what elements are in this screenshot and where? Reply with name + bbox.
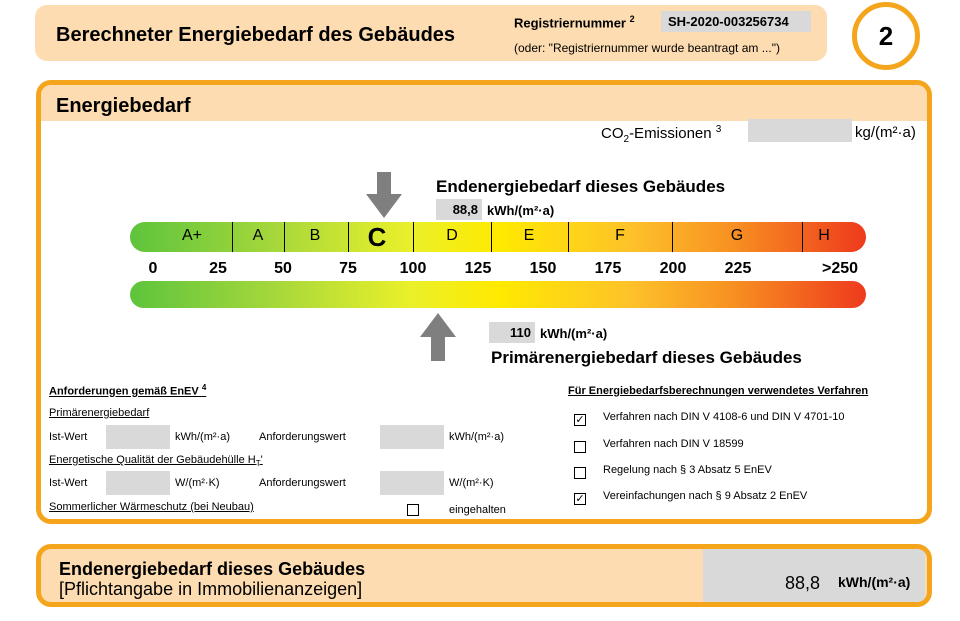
scale-tick-label: 100 bbox=[399, 260, 427, 277]
scale-tick-label: 0 bbox=[148, 260, 158, 277]
method-checkbox[interactable] bbox=[574, 467, 586, 479]
energy-class-label: B bbox=[309, 227, 321, 244]
energy-class-label: C bbox=[367, 222, 387, 252]
method-label: Regelung nach § 3 Absatz 5 EnEV bbox=[603, 464, 772, 476]
scale-tick-label: 150 bbox=[529, 260, 557, 277]
primary-energy-value: 110 bbox=[489, 322, 535, 343]
class-divider bbox=[348, 222, 349, 252]
summer-protection-label: eingehalten bbox=[449, 504, 506, 516]
methods-title: Für Energiebedarfsberechnungen verwendetes Verfahren bbox=[568, 385, 869, 397]
class-divider bbox=[672, 222, 673, 252]
ist-value-unit-2: W/(m²·K) bbox=[175, 477, 220, 489]
summer-protection-heading: Sommerlicher Wärmeschutz (bei Neubau) bbox=[49, 501, 254, 513]
class-divider bbox=[232, 222, 233, 252]
scale-tick-label: 25 bbox=[209, 260, 227, 277]
end-energy-value: 88,8 bbox=[436, 199, 482, 220]
footer-title: Endenergiebedarf dieses Gebäudes bbox=[59, 559, 366, 579]
footer-value: 88,8 bbox=[785, 573, 821, 593]
requirements-title: Anforderungen gemäß EnEV $^4$ bbox=[49, 383, 207, 398]
energy-class-label: F bbox=[615, 227, 625, 244]
method-checkbox[interactable]: ✓ bbox=[575, 493, 585, 505]
co2-label: $CO_2$-Emissionen $^3$ bbox=[601, 124, 722, 145]
method-label: Vereinfachungen nach § 9 Absatz 2 EnEV bbox=[603, 490, 808, 502]
requirement-value-label: Anforderungswert bbox=[259, 431, 346, 443]
requirement-value-field bbox=[380, 425, 444, 449]
energy-class-label: D bbox=[446, 227, 458, 244]
footer-unit: kWh/(m²·a) bbox=[838, 574, 911, 590]
energy-class-label: A+ bbox=[181, 227, 203, 244]
registration-number: SH-2020-003256734 bbox=[661, 11, 811, 32]
requirement-value-unit-2: W/(m²·K) bbox=[449, 477, 494, 489]
page-title: Berechneter Energiebedarf des Gebäudes bbox=[56, 24, 456, 46]
ist-value-unit: kWh/(m²·a) bbox=[175, 431, 230, 443]
page-number-badge: 2 bbox=[852, 2, 920, 70]
primary-energy-unit: kWh/(m²·a) bbox=[540, 326, 608, 341]
scale-tick-label: 200 bbox=[659, 260, 687, 277]
method-checkbox[interactable]: ✓ bbox=[575, 414, 585, 426]
primary-energy-title: Primärenergiebedarf dieses Gebäudes bbox=[491, 348, 802, 367]
ist-value-field-2 bbox=[106, 471, 170, 495]
method-label: Verfahren nach DIN V 4108-6 und DIN V 4701-10 bbox=[603, 411, 845, 423]
class-divider bbox=[413, 222, 414, 252]
energy-class-label: H bbox=[818, 227, 830, 244]
energy-class-bar bbox=[130, 222, 866, 252]
registration-note: (oder: "Registriernummer wurde beantragt am ...") bbox=[514, 41, 780, 55]
footer-subtitle: [Pflichtangabe in Immobilienanzeigen] bbox=[59, 579, 363, 599]
energy-class-label: G bbox=[730, 227, 744, 244]
ist-value-label-2: Ist-Wert bbox=[49, 477, 88, 489]
primary-energy-arrow-icon bbox=[420, 313, 456, 361]
class-divider bbox=[491, 222, 492, 252]
scale-tick-label: 125 bbox=[464, 260, 492, 277]
envelope-quality-heading: Energetische Qualität der Gebäudehülle $H_T'$ bbox=[49, 454, 263, 469]
co2-unit: kg/(m²·a) bbox=[855, 124, 916, 141]
end-energy-unit: kWh/(m²·a) bbox=[487, 203, 555, 218]
energy-gradient-bar bbox=[130, 281, 866, 308]
class-divider bbox=[802, 222, 803, 252]
primary-demand-heading: Primärenergiebedarf bbox=[49, 407, 150, 419]
scale-tick-label: 175 bbox=[594, 260, 622, 277]
scale-tick-label: 50 bbox=[274, 260, 292, 277]
scale-tick-label: 75 bbox=[339, 260, 357, 277]
requirement-value-field-2 bbox=[380, 471, 444, 495]
requirement-value-label-2: Anforderungswert bbox=[259, 477, 346, 489]
ist-value-field bbox=[106, 425, 170, 449]
method-label: Verfahren nach DIN V 18599 bbox=[603, 438, 744, 450]
registration-label: Registriernummer $^2$ bbox=[514, 14, 635, 31]
class-divider bbox=[284, 222, 285, 252]
requirement-value-unit: kWh/(m²·a) bbox=[449, 431, 504, 443]
section-title: Energiebedarf bbox=[56, 95, 191, 117]
scale-tick-label: >250 bbox=[821, 260, 859, 277]
method-checkbox[interactable] bbox=[574, 441, 586, 453]
scale-tick-label: 225 bbox=[724, 260, 752, 277]
end-energy-arrow-icon bbox=[366, 172, 402, 218]
energy-class-label: A bbox=[252, 227, 264, 244]
co2-value-field bbox=[748, 119, 852, 142]
summer-protection-checkbox[interactable] bbox=[407, 504, 419, 516]
energy-class-label: E bbox=[523, 227, 535, 244]
end-energy-title: Endenergiebedarf dieses Gebäudes bbox=[436, 177, 726, 196]
ist-value-label: Ist-Wert bbox=[49, 431, 88, 443]
class-divider bbox=[568, 222, 569, 252]
footer-panel bbox=[36, 544, 932, 607]
